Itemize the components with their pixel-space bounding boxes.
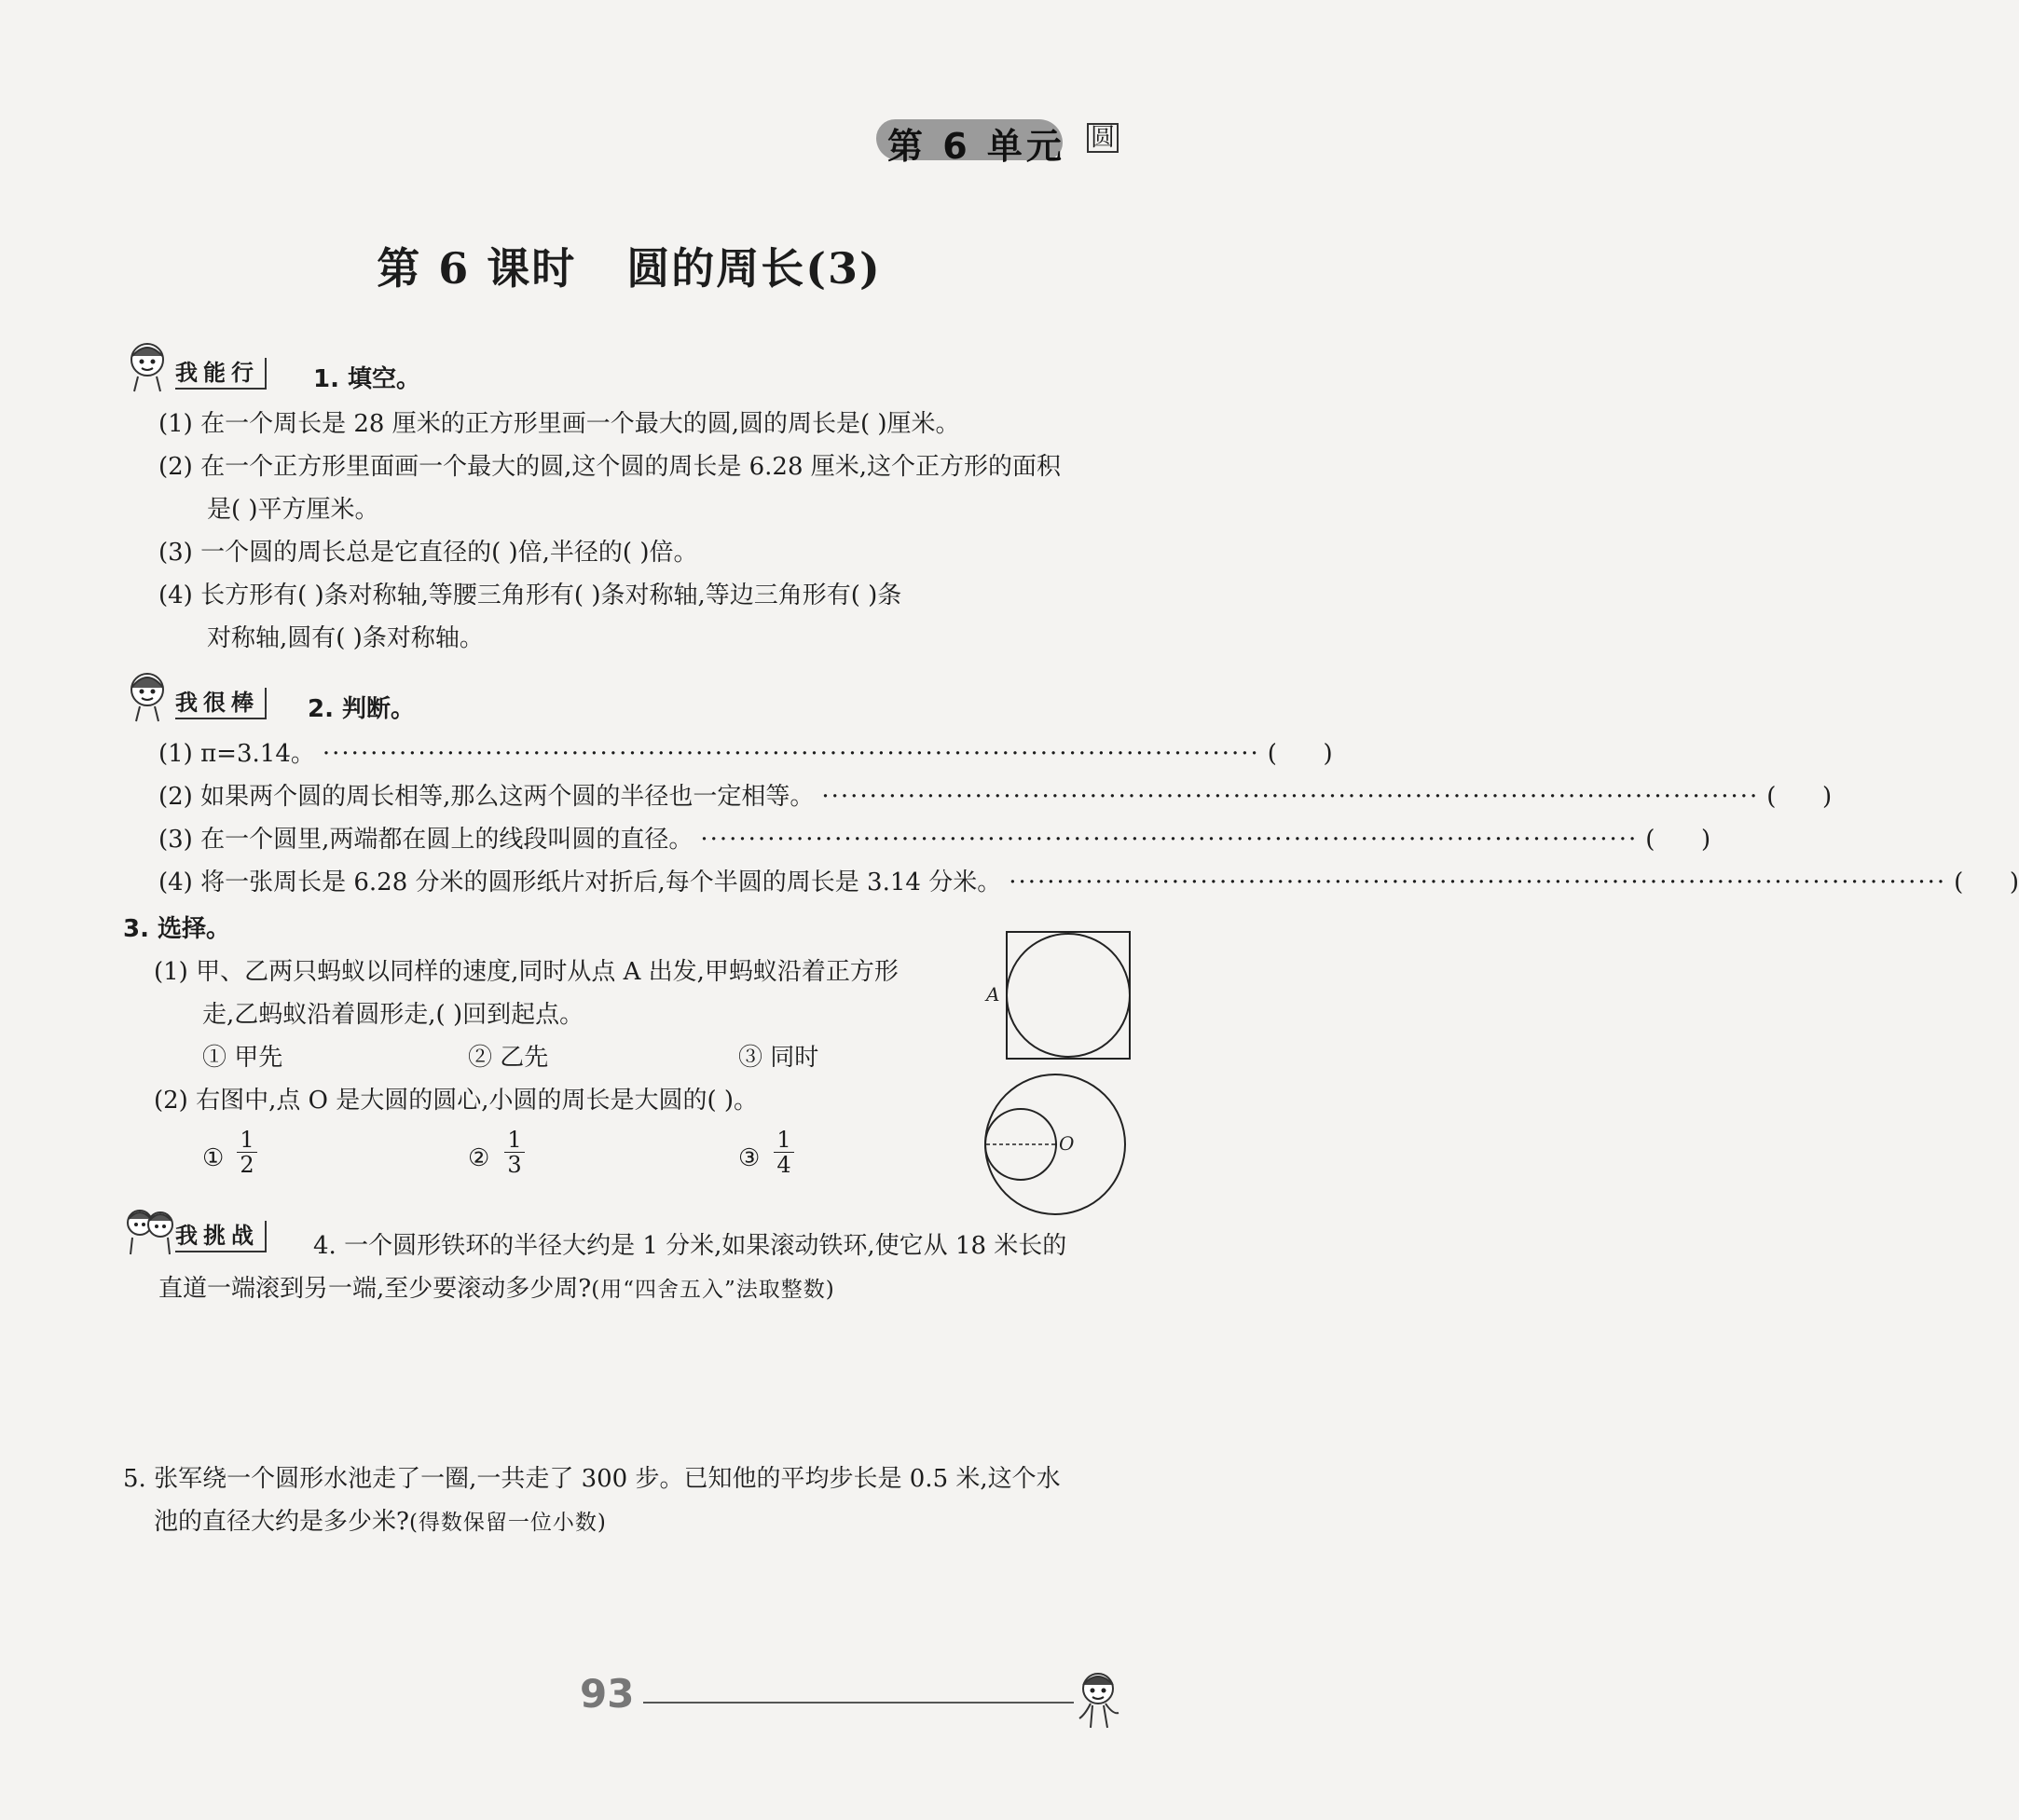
cartoon-girl-icon: [123, 339, 175, 393]
q2-item-4: [158, 867, 2019, 898]
q2-item-text: (2) 如果两个圆的周长相等,那么这两个圆的半径也一定相等。: [158, 783, 815, 811]
figure-square-circle: [979, 928, 1137, 1064]
unit-header: [876, 112, 1119, 168]
badge-label: 我很棒: [175, 688, 267, 719]
q2-item-2: [158, 781, 1833, 813]
leader-dots: ··································································································: [700, 826, 1639, 854]
answer-paren: ( ): [1267, 740, 1333, 768]
point-a-label: A: [986, 983, 1000, 1006]
answer-paren: ( ): [1954, 869, 2019, 896]
lesson-title: 第 6 课时 圆的周长(3): [377, 243, 882, 294]
q4-line1: 4. 一个圆形铁环的半径大约是 1 分米,如果滚动铁环,使它从 18 米长的: [313, 1232, 1067, 1260]
q5-line2: 池的直径大约是多少米?(得数保留一位小数): [154, 1508, 607, 1536]
q2-item-text: (4) 将一张周长是 6.28 分米的圆形纸片对折后,每个半圆的周长是 3.14 分米。: [158, 869, 1002, 896]
unit-title: 第 6 单元: [887, 126, 1065, 167]
q3-part2-option-c-fraction: $\frac{1}{4}$: [774, 1128, 794, 1177]
q3-part1-line2: 走,乙蚂蚁沿着圆形走,( )回到起点。: [202, 1001, 584, 1029]
q3-part2-option-a-fraction: $\frac{1}{2}$: [237, 1128, 257, 1177]
badge-wo-hen-bang: [123, 669, 309, 723]
q3-part2-line: (2) 右图中,点 O 是大圆的圆心,小圆的周长是大圆的( )。: [154, 1087, 759, 1115]
figure-two-circles: [979, 1070, 1137, 1219]
q3-part2-option-c-mark: ③: [738, 1144, 761, 1172]
badge-label: 我能行: [175, 358, 267, 390]
q3-part1-option-c: ③ 同时: [738, 1044, 819, 1072]
page-number: 93: [580, 1671, 635, 1717]
q4-note: (用“四舍五入”法取整数): [591, 1278, 835, 1302]
q1-item-3: (3) 一个圆的周长总是它直径的( )倍,半径的( )倍。: [158, 539, 698, 567]
q3-part2-option-a-mark: ①: [202, 1144, 225, 1172]
badge-wo-neng-xing: [123, 339, 309, 393]
q2-item-3: [158, 824, 1711, 855]
answer-paren: ( ): [1766, 783, 1833, 811]
leader-dots: ··································································································: [821, 783, 1760, 811]
leader-dots: ··································································································: [1009, 869, 1947, 896]
q1-item-4-cont: 对称轴,圆有( )条对称轴。: [207, 624, 484, 652]
q5-note: (得数保留一位小数): [408, 1511, 607, 1535]
point-o-label: O: [1059, 1132, 1075, 1155]
badge-label: 我挑战: [175, 1221, 267, 1252]
badge-wo-tiao-zhan: [123, 1202, 309, 1256]
q2-item-1: [158, 738, 1333, 770]
footer-rule: [643, 1702, 1074, 1704]
q1-item-2: (2) 在一个正方形里面画一个最大的圆,这个圆的周长是 6.28 厘米,这个正方形的面积: [158, 453, 1062, 481]
q3-title: 3. 选择。: [123, 915, 231, 943]
q1-item-4: (4) 长方形有( )条对称轴,等腰三角形有( )条对称轴,等边三角形有( )条: [158, 582, 902, 609]
q2-item-text: (1) π=3.14。: [158, 740, 315, 768]
q3-part1-option-a: ① 甲先: [202, 1044, 283, 1072]
answer-paren: ( ): [1645, 826, 1711, 854]
cartoon-mascot-icon: [1072, 1668, 1128, 1733]
q3-part2-option-b-mark: ②: [468, 1144, 490, 1172]
q2-item-text: (3) 在一个圆里,两端都在圆上的线段叫圆的直径。: [158, 826, 694, 854]
q5-line1: 5. 张军绕一个圆形水池走了一圈,一共走了 300 步。已知他的平均步长是 0.5 米,这个水: [123, 1465, 1061, 1493]
q3-part2-option-b-fraction: $\frac{1}{3}$: [504, 1128, 525, 1177]
q4-line2: 直道一端滚到另一端,至少要滚动多少周?(用“四舍五入”法取整数): [158, 1275, 835, 1303]
unit-subject: 圆: [1087, 123, 1119, 153]
q1-item-1: (1) 在一个周长是 28 厘米的正方形里画一个最大的圆,圆的周长是( )厘米。: [158, 410, 960, 438]
q1-item-2-cont: 是( )平方厘米。: [207, 496, 379, 524]
q1-title: 1. 填空。: [313, 365, 421, 393]
q3-part1-line1: (1) 甲、乙两只蚂蚁以同样的速度,同时从点 A 出发,甲蚂蚁沿着正方形: [154, 958, 899, 986]
cartoon-girl-icon: [123, 669, 175, 723]
leader-dots: ··································································································: [322, 740, 1260, 768]
cartoon-kids-icon: [123, 1202, 179, 1256]
q2-title: 2. 判断。: [308, 695, 416, 723]
q3-part1-option-b: ② 乙先: [468, 1044, 549, 1072]
